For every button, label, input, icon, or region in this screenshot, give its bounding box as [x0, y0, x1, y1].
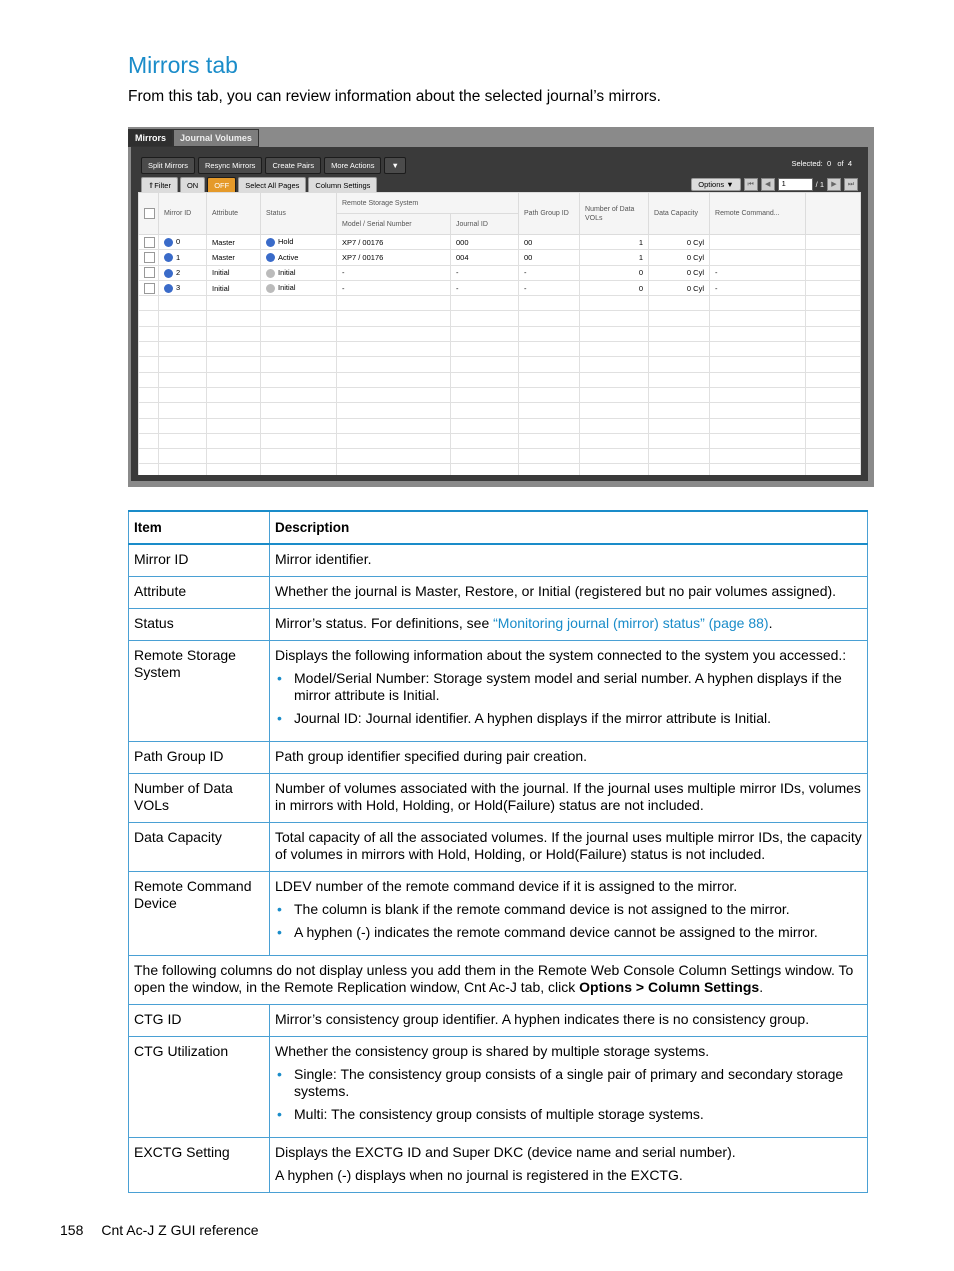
description-cell: Whether the consistency group is shared by multiple storage systems. • Single: The consistency group consists of a single pair of primary and secondary storage systems. • Multi: The consistency group consists of multiple storage systems. [270, 1037, 868, 1138]
cell-model-serial: XP7 / 00176 [337, 235, 451, 250]
first-page-icon[interactable]: ⏮ [744, 178, 758, 191]
more-actions-dropdown-icon[interactable]: ▼ [384, 157, 405, 174]
col-filler [806, 193, 861, 235]
col-data-capacity[interactable]: Data Capacity [649, 193, 710, 235]
cell-status: Active [261, 250, 337, 265]
header-item: Item [129, 511, 270, 544]
cell-path-group: - [519, 280, 580, 295]
filter-button[interactable]: ⇑Filter [141, 177, 178, 194]
mirrors-grid [138, 192, 861, 475]
table-row [129, 609, 868, 641]
page-input[interactable]: 1 [778, 178, 813, 191]
cell-attribute: Initial [207, 280, 261, 295]
cell-attribute: Initial [207, 265, 261, 280]
select-all-pages-button[interactable]: Select All Pages [238, 177, 306, 194]
cell-journal-id: - [451, 280, 519, 295]
page-footer [60, 1222, 259, 1238]
page-number: 158 [60, 1222, 84, 1238]
description-cell: Whether the journal is Master, Restore, or Initial (registered but no pair volumes assigned). [270, 577, 868, 609]
table-row[interactable] [139, 250, 861, 265]
cell-mirror-id: 2 [159, 265, 207, 280]
table-row [129, 956, 868, 1005]
cell-mirror-id: 1 [159, 250, 207, 265]
table-row [129, 577, 868, 609]
tab-mirrors[interactable]: Mirrors [128, 129, 173, 147]
table-row[interactable] [139, 235, 861, 250]
col-mirror-id[interactable]: Mirror ID [159, 193, 207, 235]
cell-data-vols: 0 [580, 265, 649, 280]
table-row [129, 1005, 868, 1037]
description-cell: Path group identifier specified during pair creation. [270, 742, 868, 774]
col-attribute[interactable]: Attribute [207, 193, 261, 235]
cell-capacity: 0 Cyl [649, 235, 710, 250]
item-cell: Path Group ID [129, 742, 270, 774]
screenshot-tabs [128, 129, 259, 147]
mirror-icon [164, 284, 173, 293]
cell-mirror-id: 0 [159, 235, 207, 250]
monitoring-status-link[interactable]: “Monitoring journal (mirror) status” (page 88) [493, 615, 769, 631]
description-cell: Number of volumes associated with the journal. If the journal uses multiple mirror IDs, volumes in mirrors with Hold, Holding, or Hold(Failure) status are not included. [270, 774, 868, 823]
item-cell: Attribute [129, 577, 270, 609]
selected-count: Selected: 0 of 4 [791, 159, 852, 168]
table-row [129, 544, 868, 577]
description-cell: Mirror’s consistency group identifier. A hyphen indicates there is no consistency group. [270, 1005, 868, 1037]
col-group-remote-storage: Remote Storage System [337, 193, 519, 214]
list-item: • The column is blank if the remote command device is not assigned to the mirror. [294, 901, 862, 918]
item-cell: Remote Storage System [129, 641, 270, 742]
description-cell: Displays the following information about the system connected to the system you accessed.: • Model/Serial Number: Storage system model and serial number. A hyphen displays if the mirror attribute is Initial. • Journal ID: Journal identifier. A hyphen displays if the mirror attribute is Initial. [270, 641, 868, 742]
cell-capacity: 0 Cyl [649, 280, 710, 295]
filter-on-toggle[interactable]: ON [180, 177, 205, 194]
cell-remote-command: - [710, 265, 806, 280]
cell-path-group: - [519, 265, 580, 280]
item-cell: Data Capacity [129, 823, 270, 872]
row-checkbox[interactable] [139, 235, 159, 250]
create-pairs-button[interactable]: Create Pairs [265, 157, 321, 174]
description-table [128, 510, 868, 1193]
mirror-icon [164, 253, 173, 262]
cell-model-serial: - [337, 265, 451, 280]
mirrors-panel [131, 147, 868, 481]
table-row [129, 1138, 868, 1193]
list-item: • Single: The consistency group consists of a single pair of primary and secondary storage systems. [294, 1066, 862, 1100]
mirror-icon [164, 238, 173, 247]
cell-path-group: 00 [519, 250, 580, 265]
column-settings-button[interactable]: Column Settings [308, 177, 377, 194]
list-item: • Journal ID: Journal identifier. A hyphen displays if the mirror attribute is Initial. [294, 710, 862, 727]
cell-data-vols: 1 [580, 250, 649, 265]
grid-body [139, 235, 861, 476]
cell-remote-command: - [710, 280, 806, 295]
cell-capacity: 0 Cyl [649, 265, 710, 280]
note-cell: The following columns do not display unless you add them in the Remote Web Console Column Settings window. To open the window, in the Remote Replication window, Cnt Ac-J tab, click Options > Column Settings. [129, 956, 868, 1005]
prev-page-icon[interactable]: ◀ [761, 178, 775, 191]
next-page-icon[interactable]: ▶ [827, 178, 841, 191]
intro-text: From this tab, you can review information about the selected journal’s mirrors. [128, 88, 661, 105]
cell-attribute: Master [207, 235, 261, 250]
status-initial-icon [266, 269, 275, 278]
tab-journal-volumes[interactable]: Journal Volumes [173, 129, 259, 147]
item-cell: CTG ID [129, 1005, 270, 1037]
section-title: Mirrors tab [128, 52, 238, 78]
table-row [129, 1037, 868, 1138]
last-page-icon[interactable]: ⏭ [844, 178, 858, 191]
table-row [129, 823, 868, 872]
item-cell: Status [129, 609, 270, 641]
cell-capacity: 0 Cyl [649, 250, 710, 265]
more-actions-button[interactable]: More Actions [324, 157, 381, 174]
col-journal-id[interactable]: Journal ID [451, 214, 519, 235]
item-cell: CTG Utilization [129, 1037, 270, 1138]
item-cell: EXCTG Setting [129, 1138, 270, 1193]
cell-attribute: Master [207, 250, 261, 265]
status-active-icon [266, 253, 275, 262]
col-path-group-id[interactable]: Path Group ID [519, 193, 580, 235]
mirror-icon [164, 269, 173, 278]
description-cell: Mirror identifier. [270, 544, 868, 577]
col-number-of-data-vols[interactable]: Number of Data VOLs [580, 193, 649, 235]
resync-mirrors-button[interactable]: Resync Mirrors [198, 157, 262, 174]
item-cell: Number of Data VOLs [129, 774, 270, 823]
select-all-checkbox[interactable] [139, 193, 159, 235]
item-cell: Remote Command Device [129, 872, 270, 956]
description-cell: LDEV number of the remote command device if it is assigned to the mirror. • The column is blank if the remote command device is not assigned to the mirror. • A hyphen (-) indicates the remote command device cannot be assigned to the mirror. [270, 872, 868, 956]
cell-journal-id: 004 [451, 250, 519, 265]
split-mirrors-button[interactable]: Split Mirrors [141, 157, 195, 174]
cell-status: Hold [261, 235, 337, 250]
pager [691, 178, 858, 191]
description-cell: Mirror’s status. For definitions, see “Monitoring journal (mirror) status” (page 88). [270, 609, 868, 641]
filter-off-toggle[interactable]: OFF [207, 177, 236, 194]
cell-journal-id: 000 [451, 235, 519, 250]
page-total: / 1 [815, 180, 824, 189]
status-initial-icon [266, 284, 275, 293]
row-checkbox[interactable] [139, 250, 159, 265]
mirrors-tab-screenshot [128, 127, 874, 487]
footer-text: Cnt Ac-J Z GUI reference [101, 1222, 259, 1238]
header-description: Description [270, 511, 868, 544]
row-checkbox[interactable] [139, 280, 159, 295]
col-remote-command[interactable]: Remote Command... [710, 193, 806, 235]
table-row [129, 641, 868, 742]
cell-mirror-id: 3 [159, 280, 207, 295]
cell-model-serial: XP7 / 00176 [337, 250, 451, 265]
action-toolbar [141, 157, 406, 174]
cell-remote-command [710, 250, 806, 265]
cell-data-vols: 1 [580, 235, 649, 250]
cell-data-vols: 0 [580, 280, 649, 295]
cell-status: Initial [261, 265, 337, 280]
row-checkbox[interactable] [139, 265, 159, 280]
table-row[interactable] [139, 280, 861, 295]
description-cell: Total capacity of all the associated volumes. If the journal uses multiple mirror IDs, the capacity of volumes in mirrors with Hold, Holding, or Hold(Failure) status is not included. [270, 823, 868, 872]
table-row[interactable] [139, 265, 861, 280]
col-model-serial[interactable]: Model / Serial Number [337, 214, 451, 235]
table-row [129, 872, 868, 956]
status-hold-icon [266, 238, 275, 247]
table-row [129, 774, 868, 823]
description-cell: Displays the EXCTG ID and Super DKC (device name and serial number). A hyphen (-) displays when no journal is registered in the EXCTG. [270, 1138, 868, 1193]
cell-remote-command [710, 235, 806, 250]
col-status[interactable]: Status [261, 193, 337, 235]
cell-model-serial: - [337, 280, 451, 295]
item-cell: Mirror ID [129, 544, 270, 577]
list-item: • Model/Serial Number: Storage system model and serial number. A hyphen displays if the mirror attribute is Initial. [294, 670, 862, 704]
table-row [129, 742, 868, 774]
options-button[interactable]: Options ▼ [691, 178, 740, 191]
list-item: • A hyphen (-) indicates the remote command device cannot be assigned to the mirror. [294, 924, 862, 941]
cell-path-group: 00 [519, 235, 580, 250]
list-item: • Multi: The consistency group consists of multiple storage systems. [294, 1106, 862, 1123]
cell-status: Initial [261, 280, 337, 295]
cell-journal-id: - [451, 265, 519, 280]
